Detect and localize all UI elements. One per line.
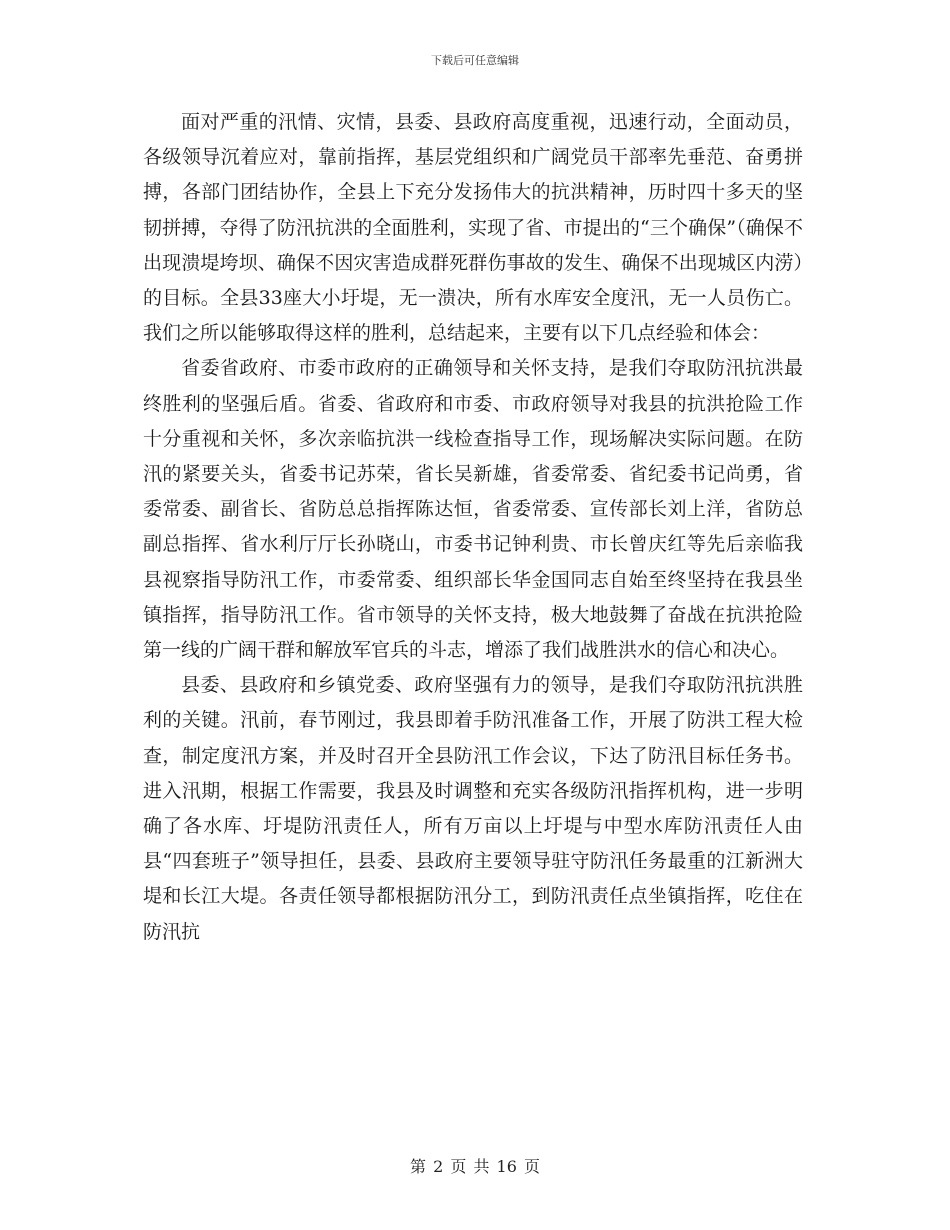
page-number: 第 2 页 共 16 页 [410, 1157, 540, 1176]
header-note: 下载后可任意编辑 [431, 54, 519, 67]
document-body [143, 105, 803, 950]
page-header [0, 52, 950, 68]
paragraph: 县委、县政府和乡镇党委、政府坚强有力的领导，是我们夺取防汛抗洪胜利的关键。汛前，春节刚过，我县即着手防汛准备工作，开展了防洪工程大检查，制定度汛方案，并及时召开全县防汛工作会议，下达了防汛目标任务书。进入汛期，根据工作需要，我县及时调整和充实各级防汛指挥机构，进一步明确了各水库、圩堤防汛责任人，所有万亩以上圩堤与中型水库防汛责任人由县“四套班子”领导担任，县委、县政府主要领导驻守防汛任务最重的江新洲大堤和长江大堤。各责任领导都根据防汛分工，到防汛责任点坐镇指挥，吃住在防汛抗 [143, 674, 803, 943]
paragraph: 面对严重的汛情、灾情，县委、县政府高度重视，迅速行动，全面动员，各级领导沉着应对，靠前指挥，基层党组织和广阔党员干部率先垂范、奋勇拼搏，各部门团结协作，全县上下充分发扬伟大的抗洪精神，历时四十多天的坚韧拼搏，夺得了防汛抗洪的全面胜利，实现了省、市提出的“三个确保”（确保不出现溃堤垮坝、确保不因灾害造成群死群伤事故的发生、确保不出现城区内涝）的目标。全县33座大小圩堤，无一溃决，所有水库安全度汛，无一人员伤亡。我们之所以能够取得这样的胜利，总结起来，主要有以下几点经验和体会： [143, 111, 803, 345]
paragraph: 省委省政府、市委市政府的正确领导和关怀支持，是我们夺取防汛抗洪最终胜利的坚强后盾。省委、省政府和市委、市政府领导对我县的抗洪抢险工作十分重视和关怀，多次亲临抗洪一线检查指导工作，现场解决实际问题。在防汛的紧要关头，省委书记苏荣，省长吴新雄，省委常委、省纪委书记尚勇，省委常委、副省长、省防总总指挥陈达恒，省委常委、宣传部长刘上洋，省防总副总指挥、省水利厅厅长孙晓山，市委书记钟利贵、市长曾庆红等先后亲临我县视察指导防汛工作，市委常委、组织部长华金国同志自始至终坚持在我县坐镇指挥，指导防汛工作。省市领导的关怀支持，极大地鼓舞了奋战在抗洪抢险第一线的广阔干群和解放军官兵的斗志，增添了我们战胜洪水的信心和决心。 [143, 357, 803, 662]
page-footer [0, 1154, 950, 1177]
